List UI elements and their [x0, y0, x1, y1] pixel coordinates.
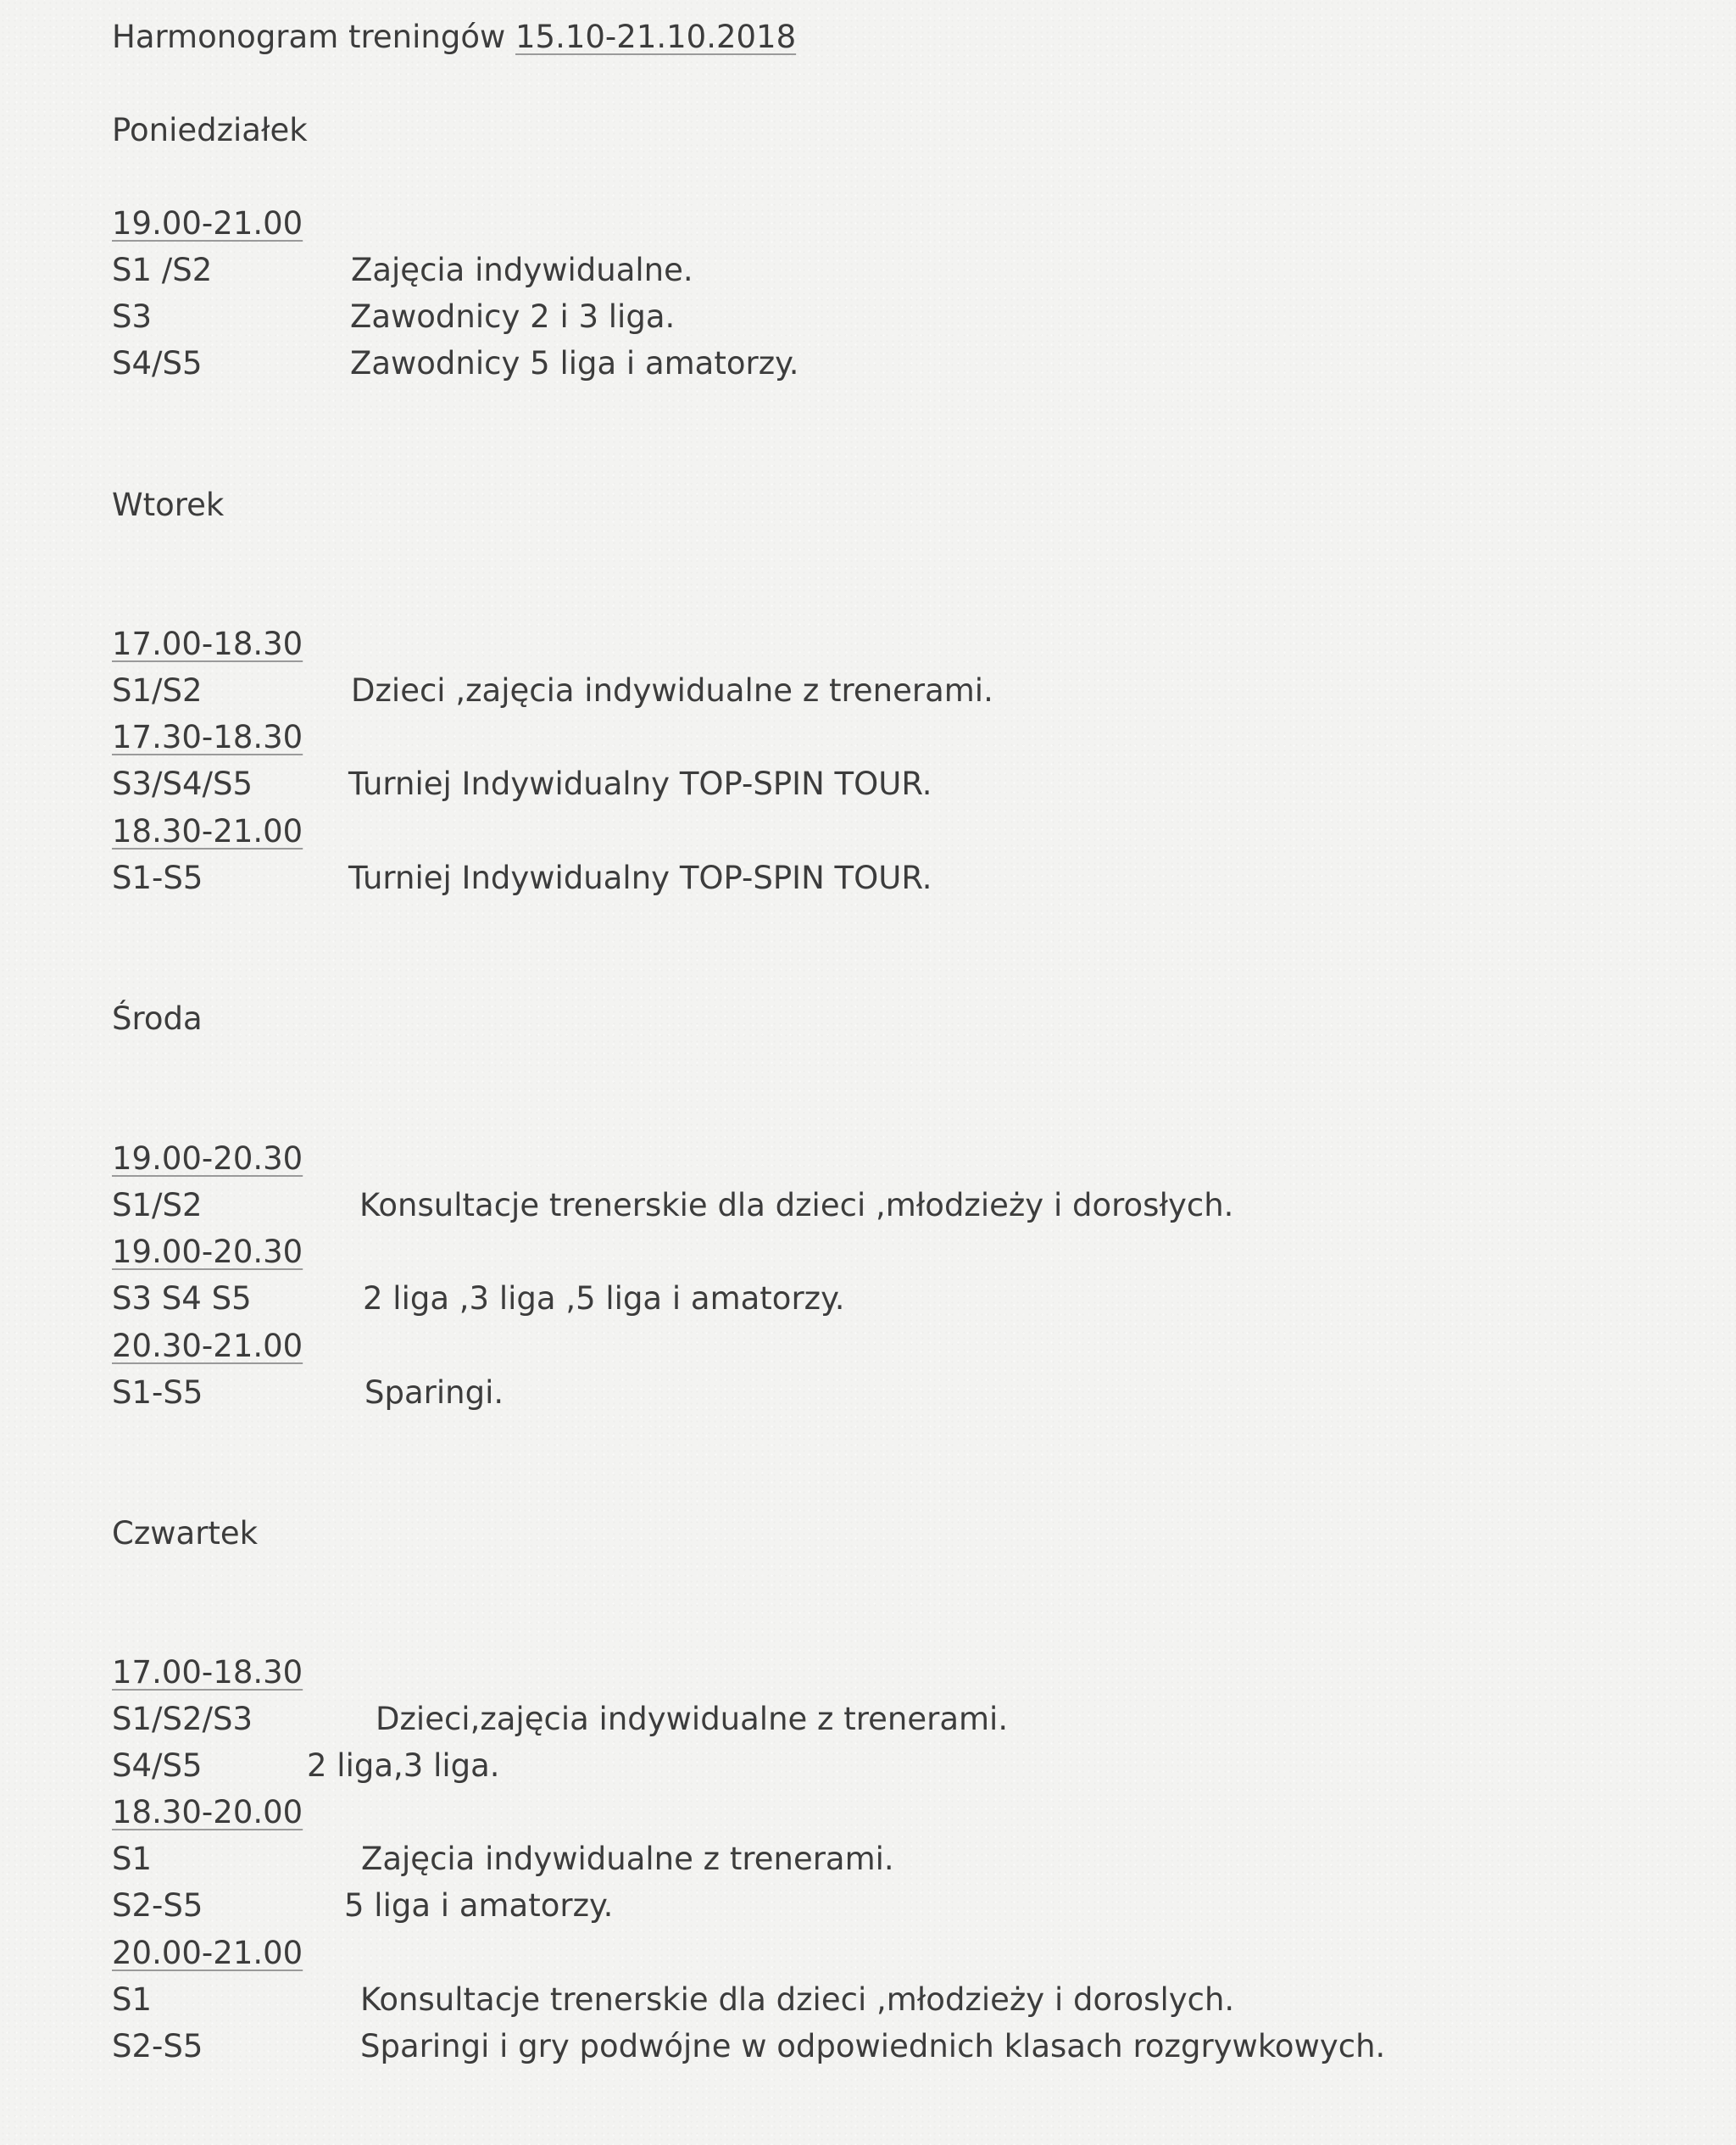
- time-slot: 17.00-18.30: [112, 1654, 303, 1691]
- time-slot: 19.00-21.00: [112, 205, 303, 242]
- time-slot: 18.30-21.00: [112, 813, 303, 850]
- title-prefix: Harmonogram treningów: [112, 19, 515, 55]
- activity-description: Zawodnicy 5 liga i amatorzy.: [350, 345, 799, 382]
- time-slot: 19.00-20.30: [112, 1234, 303, 1270]
- tables-label: S3: [112, 298, 153, 335]
- activity-description: Turniej Indywidualny TOP-SPIN TOUR.: [348, 766, 932, 802]
- activity-description: Zajęcia indywidualne z trenerami.: [361, 1841, 894, 1877]
- schedule-row: [112, 760, 932, 808]
- tables-label: S1-S5: [112, 1374, 203, 1411]
- day-heading-thursday: Czwartek: [112, 1515, 259, 1552]
- schedule-row: [112, 1836, 894, 1883]
- time-slot: 18.30-20.00: [112, 1794, 303, 1830]
- tables-label: S3 S4 S5: [112, 1280, 252, 1317]
- schedule-row: [112, 667, 993, 715]
- tables-label: S1/S2: [112, 1187, 203, 1223]
- time-slot: 17.00-18.30: [112, 626, 303, 662]
- activity-description: Dzieci ,zajęcia indywidualne z trenerami.: [351, 672, 993, 709]
- activity-description: Dzieci,zajęcia indywidualne z trenerami.: [376, 1701, 1009, 1737]
- tables-label: S2-S5: [112, 1887, 203, 1924]
- time-slot: 20.30-21.00: [112, 1328, 303, 1364]
- activity-description: Turniej Indywidualny TOP-SPIN TOUR.: [348, 860, 932, 896]
- schedule-row: [112, 1976, 1235, 2024]
- tables-label: S3/S4/S5: [112, 766, 253, 802]
- schedule-row: [112, 247, 693, 294]
- day-heading-monday: Poniedziałek: [112, 112, 308, 148]
- schedule-row: [112, 1275, 845, 1323]
- day-heading-wednesday: Środa: [112, 1000, 203, 1037]
- activity-description: Zawodnicy 2 i 3 liga.: [350, 298, 676, 335]
- title-dates: 15.10-21.10.2018: [515, 19, 797, 55]
- tables-label: S4/S5: [112, 345, 203, 382]
- schedule-row: [112, 1369, 504, 1417]
- activity-description: Konsultacje trenerskie dla dzieci ,młodzieży i doroslych.: [360, 1981, 1235, 2018]
- schedule-row: [112, 1742, 500, 1790]
- activity-description: Sparingi.: [364, 1374, 504, 1411]
- tables-label: S2-S5: [112, 2028, 203, 2064]
- activity-description: Sparingi i gry podwójne w odpowiednich klasach rozgrywkowych.: [360, 2028, 1386, 2064]
- tables-label: S1/S2/S3: [112, 1701, 253, 1737]
- day-heading-tuesday: Wtorek: [112, 487, 225, 523]
- schedule-row: [112, 293, 676, 341]
- time-slot: 19.00-20.30: [112, 1140, 303, 1177]
- tables-label: S1/S2: [112, 672, 203, 709]
- tables-label: S1-S5: [112, 860, 203, 896]
- schedule-row: [112, 340, 799, 387]
- schedule-row: [112, 1696, 1009, 1743]
- activity-description: Zajęcia indywidualne.: [351, 252, 693, 288]
- time-slot: 17.30-18.30: [112, 719, 303, 755]
- schedule-row: [112, 1882, 614, 1930]
- time-slot: 20.00-21.00: [112, 1935, 303, 1971]
- activity-description: 2 liga ,3 liga ,5 liga i amatorzy.: [363, 1280, 845, 1317]
- tables-label: S1: [112, 1981, 153, 2018]
- tables-label: S4/S5: [112, 1747, 203, 1784]
- activity-description: 5 liga i amatorzy.: [344, 1887, 614, 1924]
- schedule-row: [112, 1182, 1234, 1229]
- tables-label: S1: [112, 1841, 153, 1877]
- tables-label: S1 /S2: [112, 252, 213, 288]
- activity-description: Konsultacje trenerskie dla dzieci ,młodzieży i dorosłych.: [359, 1187, 1234, 1223]
- schedule-row: [112, 855, 932, 902]
- document-title: [112, 14, 796, 61]
- activity-description: 2 liga,3 liga.: [307, 1747, 500, 1784]
- schedule-row: [112, 2023, 1386, 2070]
